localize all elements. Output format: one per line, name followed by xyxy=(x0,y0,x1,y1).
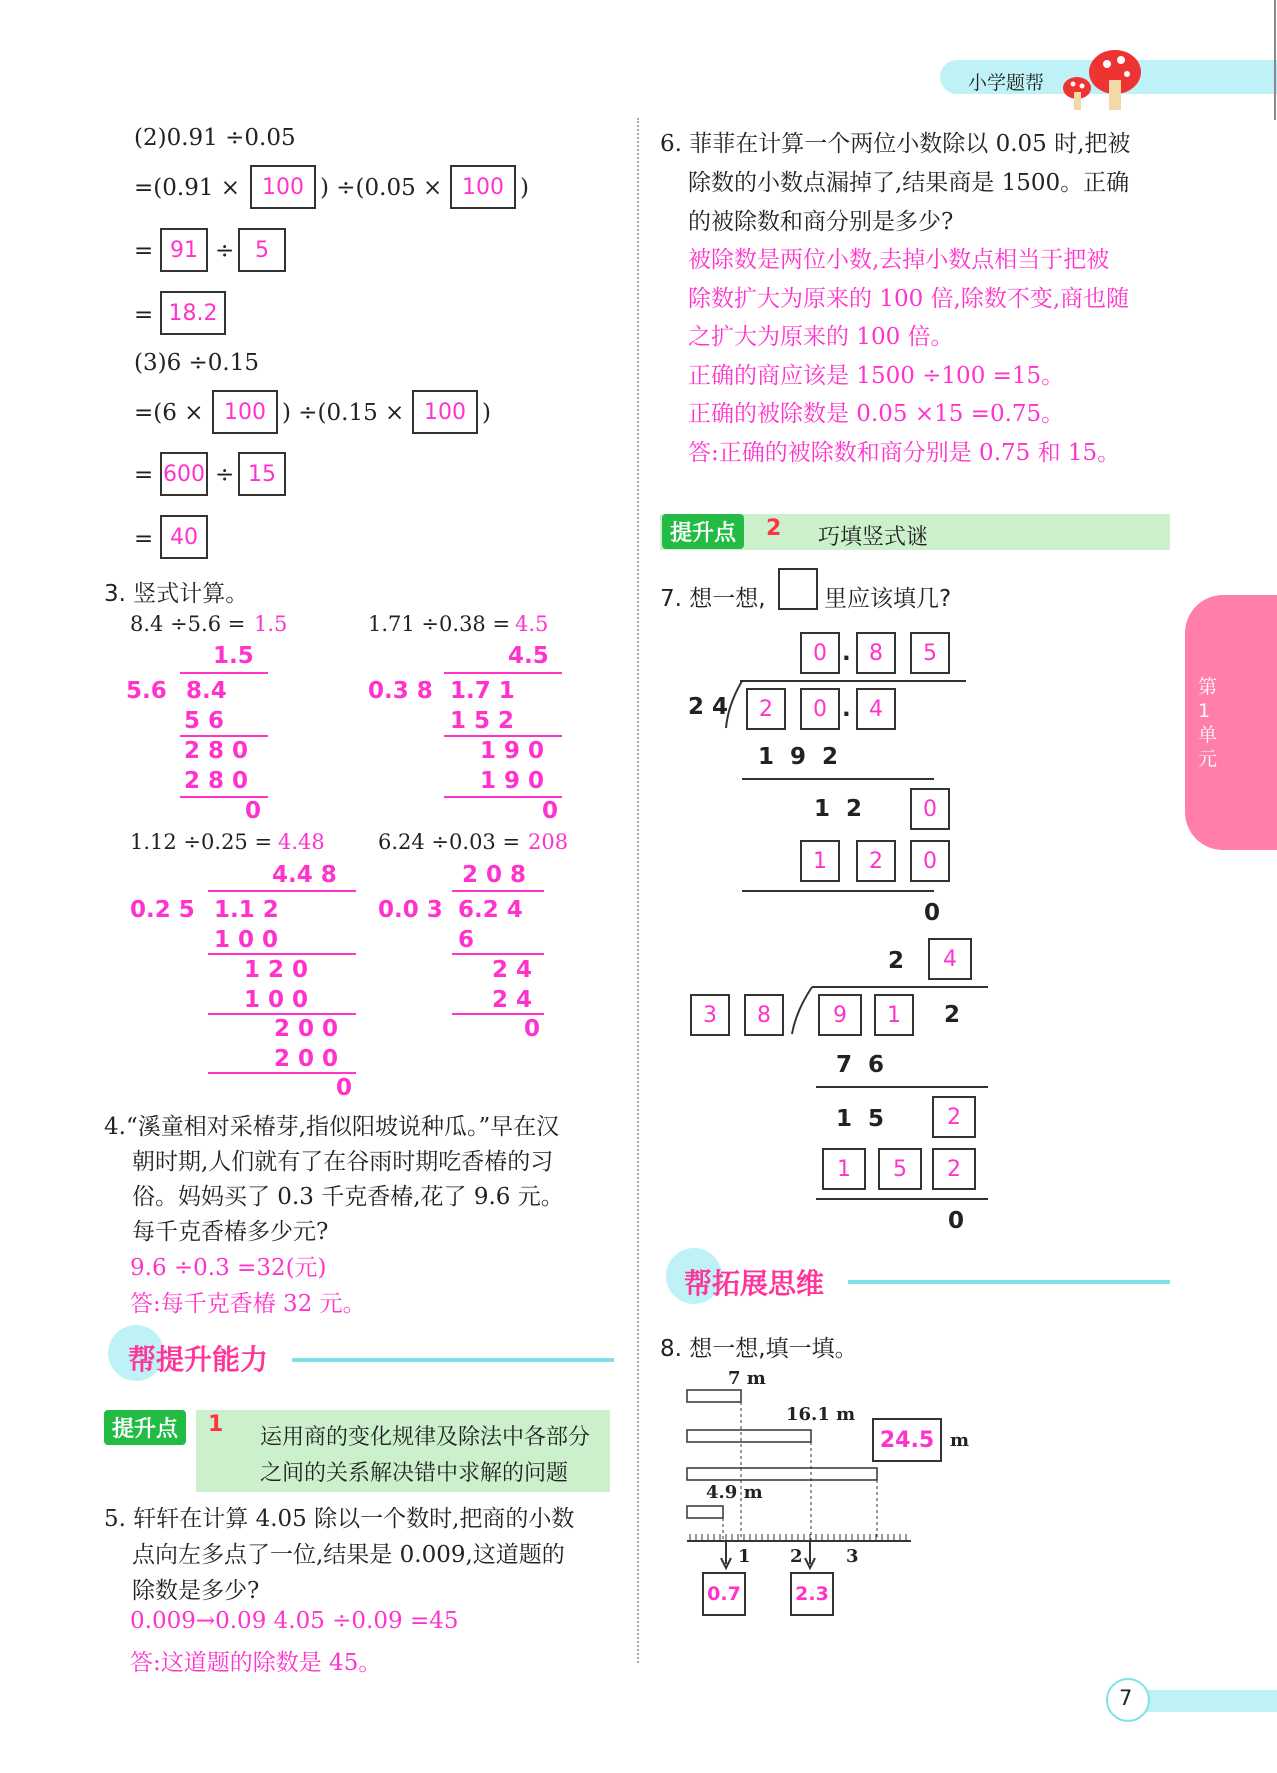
q3-title: 3. 竖式计算。 xyxy=(104,581,249,607)
header-brand: 小学题帮 xyxy=(968,72,1045,94)
arrow-down-icon xyxy=(804,1540,816,1570)
p3-l1a: =(6 × xyxy=(134,400,204,426)
p3-box3: 600 xyxy=(160,452,208,496)
q4-answer-2: 答:每千克香椿 32 元。 xyxy=(130,1291,366,1317)
point2-badge: 提升点 xyxy=(662,514,744,549)
help-title: 帮提升能力 xyxy=(128,1343,269,1376)
q7-title-b: 里应该填几? xyxy=(824,586,952,612)
q6-answer-4: 正确的商应该是 1500 ÷100 =15。 xyxy=(688,363,1065,389)
p2-l2div: ÷ xyxy=(215,238,235,264)
p3-label: (3)6 ÷0.15 xyxy=(134,350,260,376)
p2-box3: 91 xyxy=(160,228,208,272)
q3-e3-ans: 4.48 xyxy=(278,830,325,854)
q4-line-4: 每千克香椿多少元? xyxy=(132,1219,329,1245)
p3-l1c: ) xyxy=(482,400,491,426)
q3-e1-expr: 8.4 ÷5.6 = xyxy=(130,612,246,636)
p2-l1b: ) ÷(0.05 × xyxy=(320,175,443,201)
q3-e3-expr: 1.12 ÷0.25 = xyxy=(130,830,273,854)
p3-l2eq: = xyxy=(134,462,154,488)
ext-title: 帮拓展思维 xyxy=(684,1267,825,1300)
q7-title-a: 7. 想一想, xyxy=(660,586,766,612)
q3-e2-expr: 1.71 ÷0.38 = xyxy=(368,612,511,636)
p3-l1b: ) ÷(0.15 × xyxy=(282,400,405,426)
point2-text: 巧填竖式谜 xyxy=(818,525,929,550)
q6-line-3: 的被除数和商分别是多少? xyxy=(688,209,954,235)
q6-answer-2: 除数扩大为原来的 100 倍,除数不变,商也随 xyxy=(688,286,1130,312)
point1-badge: 提升点 xyxy=(104,1410,186,1445)
q5-line-1: 5. 轩轩在计算 4.05 除以一个数时,把商的小数 xyxy=(104,1506,575,1532)
point1-num: 1 xyxy=(208,1412,224,1437)
ext-line xyxy=(848,1280,1170,1284)
p2-box4: 5 xyxy=(238,228,286,272)
p2-box1: 100 xyxy=(250,165,316,209)
q5-line-3: 除数是多少? xyxy=(132,1578,260,1604)
p3-box4: 15 xyxy=(238,452,286,496)
point2-num: 2 xyxy=(766,516,782,541)
mushroom-icon xyxy=(1055,40,1145,115)
p3-box5: 40 xyxy=(160,515,208,559)
q5-answer-1: 0.009→0.09 4.05 ÷0.09 =45 xyxy=(130,1608,459,1634)
q5-answer-2: 答:这道题的除数是 45。 xyxy=(130,1650,382,1676)
p2-l3eq: = xyxy=(134,302,154,328)
p2-l1c: ) xyxy=(520,175,529,201)
arrow-down-icon xyxy=(720,1540,732,1570)
q4-line-3: 俗。妈妈买了 0.3 千克香椿,花了 9.6 元。 xyxy=(132,1184,564,1210)
p2-box5: 18.2 xyxy=(160,291,226,335)
help-line xyxy=(292,1358,614,1362)
q6-answer-1: 被除数是两位小数,去掉小数点相当于把被 xyxy=(688,247,1110,273)
q4-line-2: 朝时期,人们就有了在谷雨时期吃香椿的习 xyxy=(132,1149,554,1175)
page-edge-line xyxy=(1274,0,1276,120)
q3-e4-expr: 6.24 ÷0.03 = xyxy=(378,830,521,854)
p2-label: (2)0.91 ÷0.05 xyxy=(134,125,296,151)
q6-answer-5: 正确的被除数是 0.05 ×15 =0.75。 xyxy=(688,401,1065,427)
q6-answer-3: 之扩大为原来的 100 倍。 xyxy=(688,324,954,350)
q4-answer-1: 9.6 ÷0.3 =32(元) xyxy=(130,1255,327,1281)
q4-line-1: 4.“溪童相对采椿芽,指似阳坡说种瓜。”早在汉 xyxy=(104,1114,560,1140)
unit-tab-label: 第1单元 xyxy=(1198,676,1218,770)
q6-line-1: 6. 菲菲在计算一个两位小数除以 0.05 时,把被 xyxy=(660,131,1131,157)
page-number-band xyxy=(1130,1690,1277,1712)
q7-title-box xyxy=(778,568,818,610)
q6-line-2: 除数的小数点漏掉了,结果商是 1500。正确 xyxy=(688,170,1130,196)
q6-answer-6: 答:正确的被除数和商分别是 0.75 和 15。 xyxy=(688,440,1121,466)
q3-e2-ans: 4.5 xyxy=(515,612,549,636)
point1-text-1: 运用商的变化规律及除法中各部分 xyxy=(260,1425,591,1450)
page-number: 7 xyxy=(1119,1686,1133,1710)
q3-e4-ans: 208 xyxy=(528,830,569,854)
p2-box2: 100 xyxy=(450,165,516,209)
p3-l2div: ÷ xyxy=(215,462,235,488)
p2-l1a: =(0.91 × xyxy=(134,175,241,201)
p2-l2eq: = xyxy=(134,238,154,264)
q8-title: 8. 想一想,填一填。 xyxy=(660,1336,858,1362)
point1-text-2: 之间的关系解决错中求解的问题 xyxy=(260,1461,569,1486)
p3-box1: 100 xyxy=(212,390,278,434)
q3-e1-ans: 1.5 xyxy=(254,612,288,636)
p3-box2: 100 xyxy=(412,390,478,434)
p3-l3eq: = xyxy=(134,526,154,552)
column-divider xyxy=(637,118,639,1663)
q5-line-2: 点向左多点了一位,结果是 0.009,这道题的 xyxy=(132,1542,565,1568)
